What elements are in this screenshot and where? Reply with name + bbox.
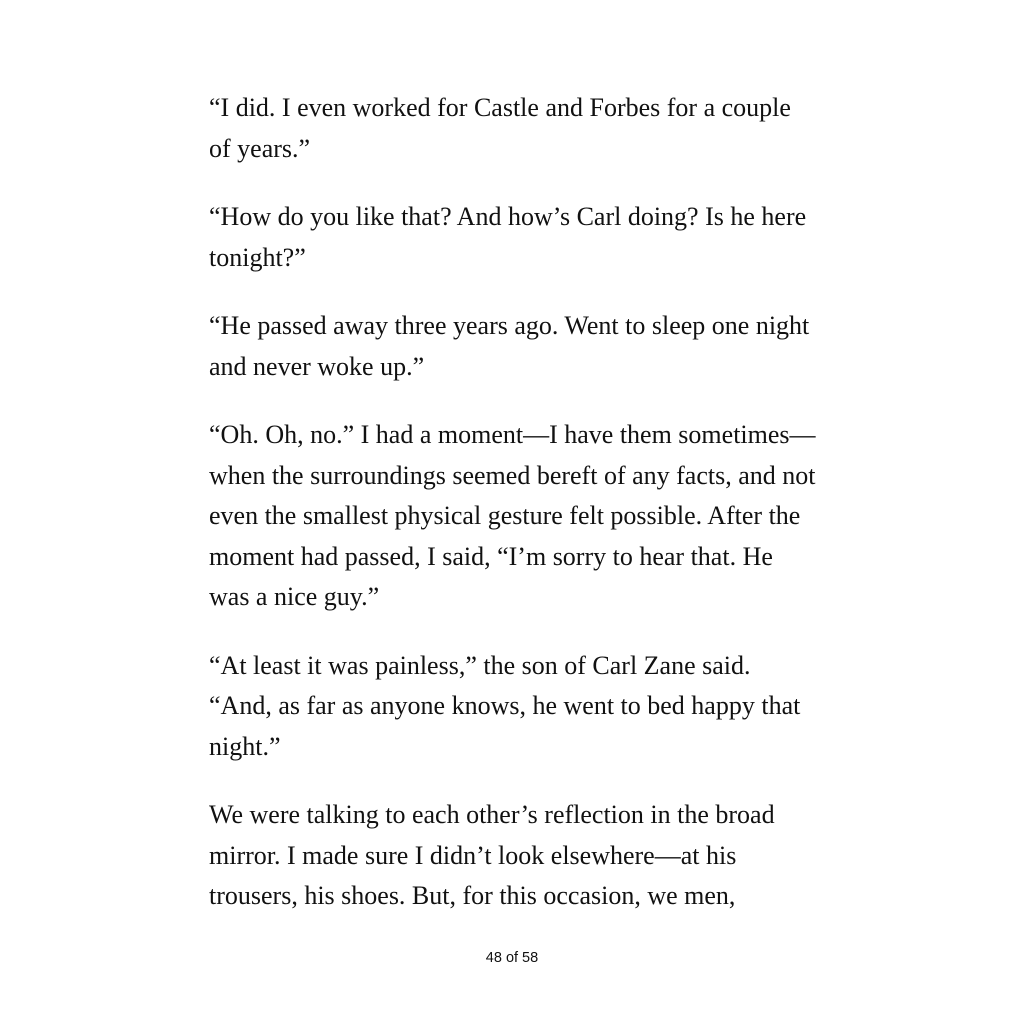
paragraph-1: “I did. I even worked for Castle and Forbes for a couple of years.” bbox=[209, 93, 791, 163]
paragraph-4: “Oh. Oh, no.” I had a moment—I have them sometimes—when the surroundings seemed bereft of any facts, and not even the smallest physical gesture felt possible. After the moment had passed, I said, “I’m sorry to hear that. He was a nice guy.” bbox=[209, 420, 816, 611]
paragraph-6: We were talking to each other’s reflection in the broad mirror. I made sure I didn’t look elsewhere—at his trousers, his shoes. But, for this occasion, we men, bbox=[209, 800, 775, 910]
book-text bbox=[209, 88, 819, 945]
page-indicator: 48 of 58 bbox=[485, 950, 539, 966]
paragraph-5: “At least it was painless,” the son of Carl Zane said. “And, as far as anyone knows, he went to bed happy that night.” bbox=[209, 650, 801, 761]
paragraph-2: “How do you like that? And how’s Carl doing? Is he here tonight?” bbox=[209, 202, 807, 272]
paragraph-3: “He passed away three years ago. Went to sleep one night and never woke up.” bbox=[209, 311, 810, 381]
